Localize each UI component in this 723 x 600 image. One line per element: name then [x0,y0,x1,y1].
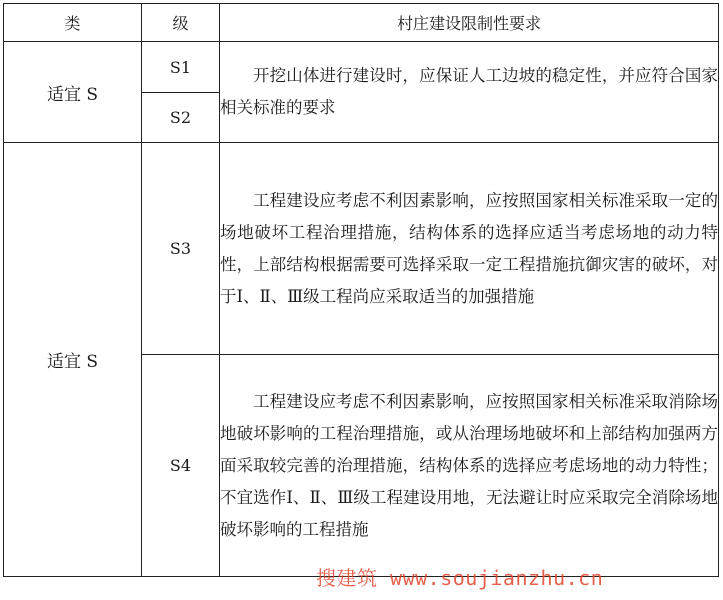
level-cell: S3 [142,143,220,355]
level-cell: S1 [142,42,220,93]
header-requirement: 村庄建设限制性要求 [220,4,719,42]
table-row [4,143,719,355]
requirement-text: 开挖山体进行建设时，应保证人工边坡的稳定性，并应符合国家相关标准的要求 [220,66,718,117]
requirement-text: 工程建设应考虑不利因素影响，应按照国家相关标准采取一定的场地破坏工程治理措施，结构体系的选择应适当考虑场地的动力特性，上部结构根据需要可选择采取一定工程措施抗御灾害的破坏，对于Ⅰ、Ⅱ、Ⅲ级工程尚应采取适当的加强措施 [220,190,718,306]
requirement-text: 工程建设应考虑不利因素影响，应按照国家相关标准采取消除场地破坏影响的工程治理措施，或从治理场地破坏和上部结构加强两方面采取较完善的治理措施，结构体系的选择应考虑场地的动力特性；不宜选作Ⅰ、Ⅱ、Ⅲ级工程建设用地，无法避让时应采取完全消除场地破坏影响的工程措施 [220,391,718,539]
level-cell: S2 [142,93,220,143]
category-cell: 适宜 S [4,143,142,577]
header-row [4,4,719,42]
requirement-cell [220,42,719,143]
header-level: 级 [142,4,220,42]
requirement-cell [220,143,719,355]
category-cell: 适宜 S [4,42,142,143]
table-row [4,42,719,93]
watermark: 搜建筑 www.soujianzhu.cn [316,566,604,590]
level-cell: S4 [142,355,220,577]
requirements-table [3,3,719,577]
requirement-cell [220,355,719,577]
header-category: 类 [4,4,142,42]
